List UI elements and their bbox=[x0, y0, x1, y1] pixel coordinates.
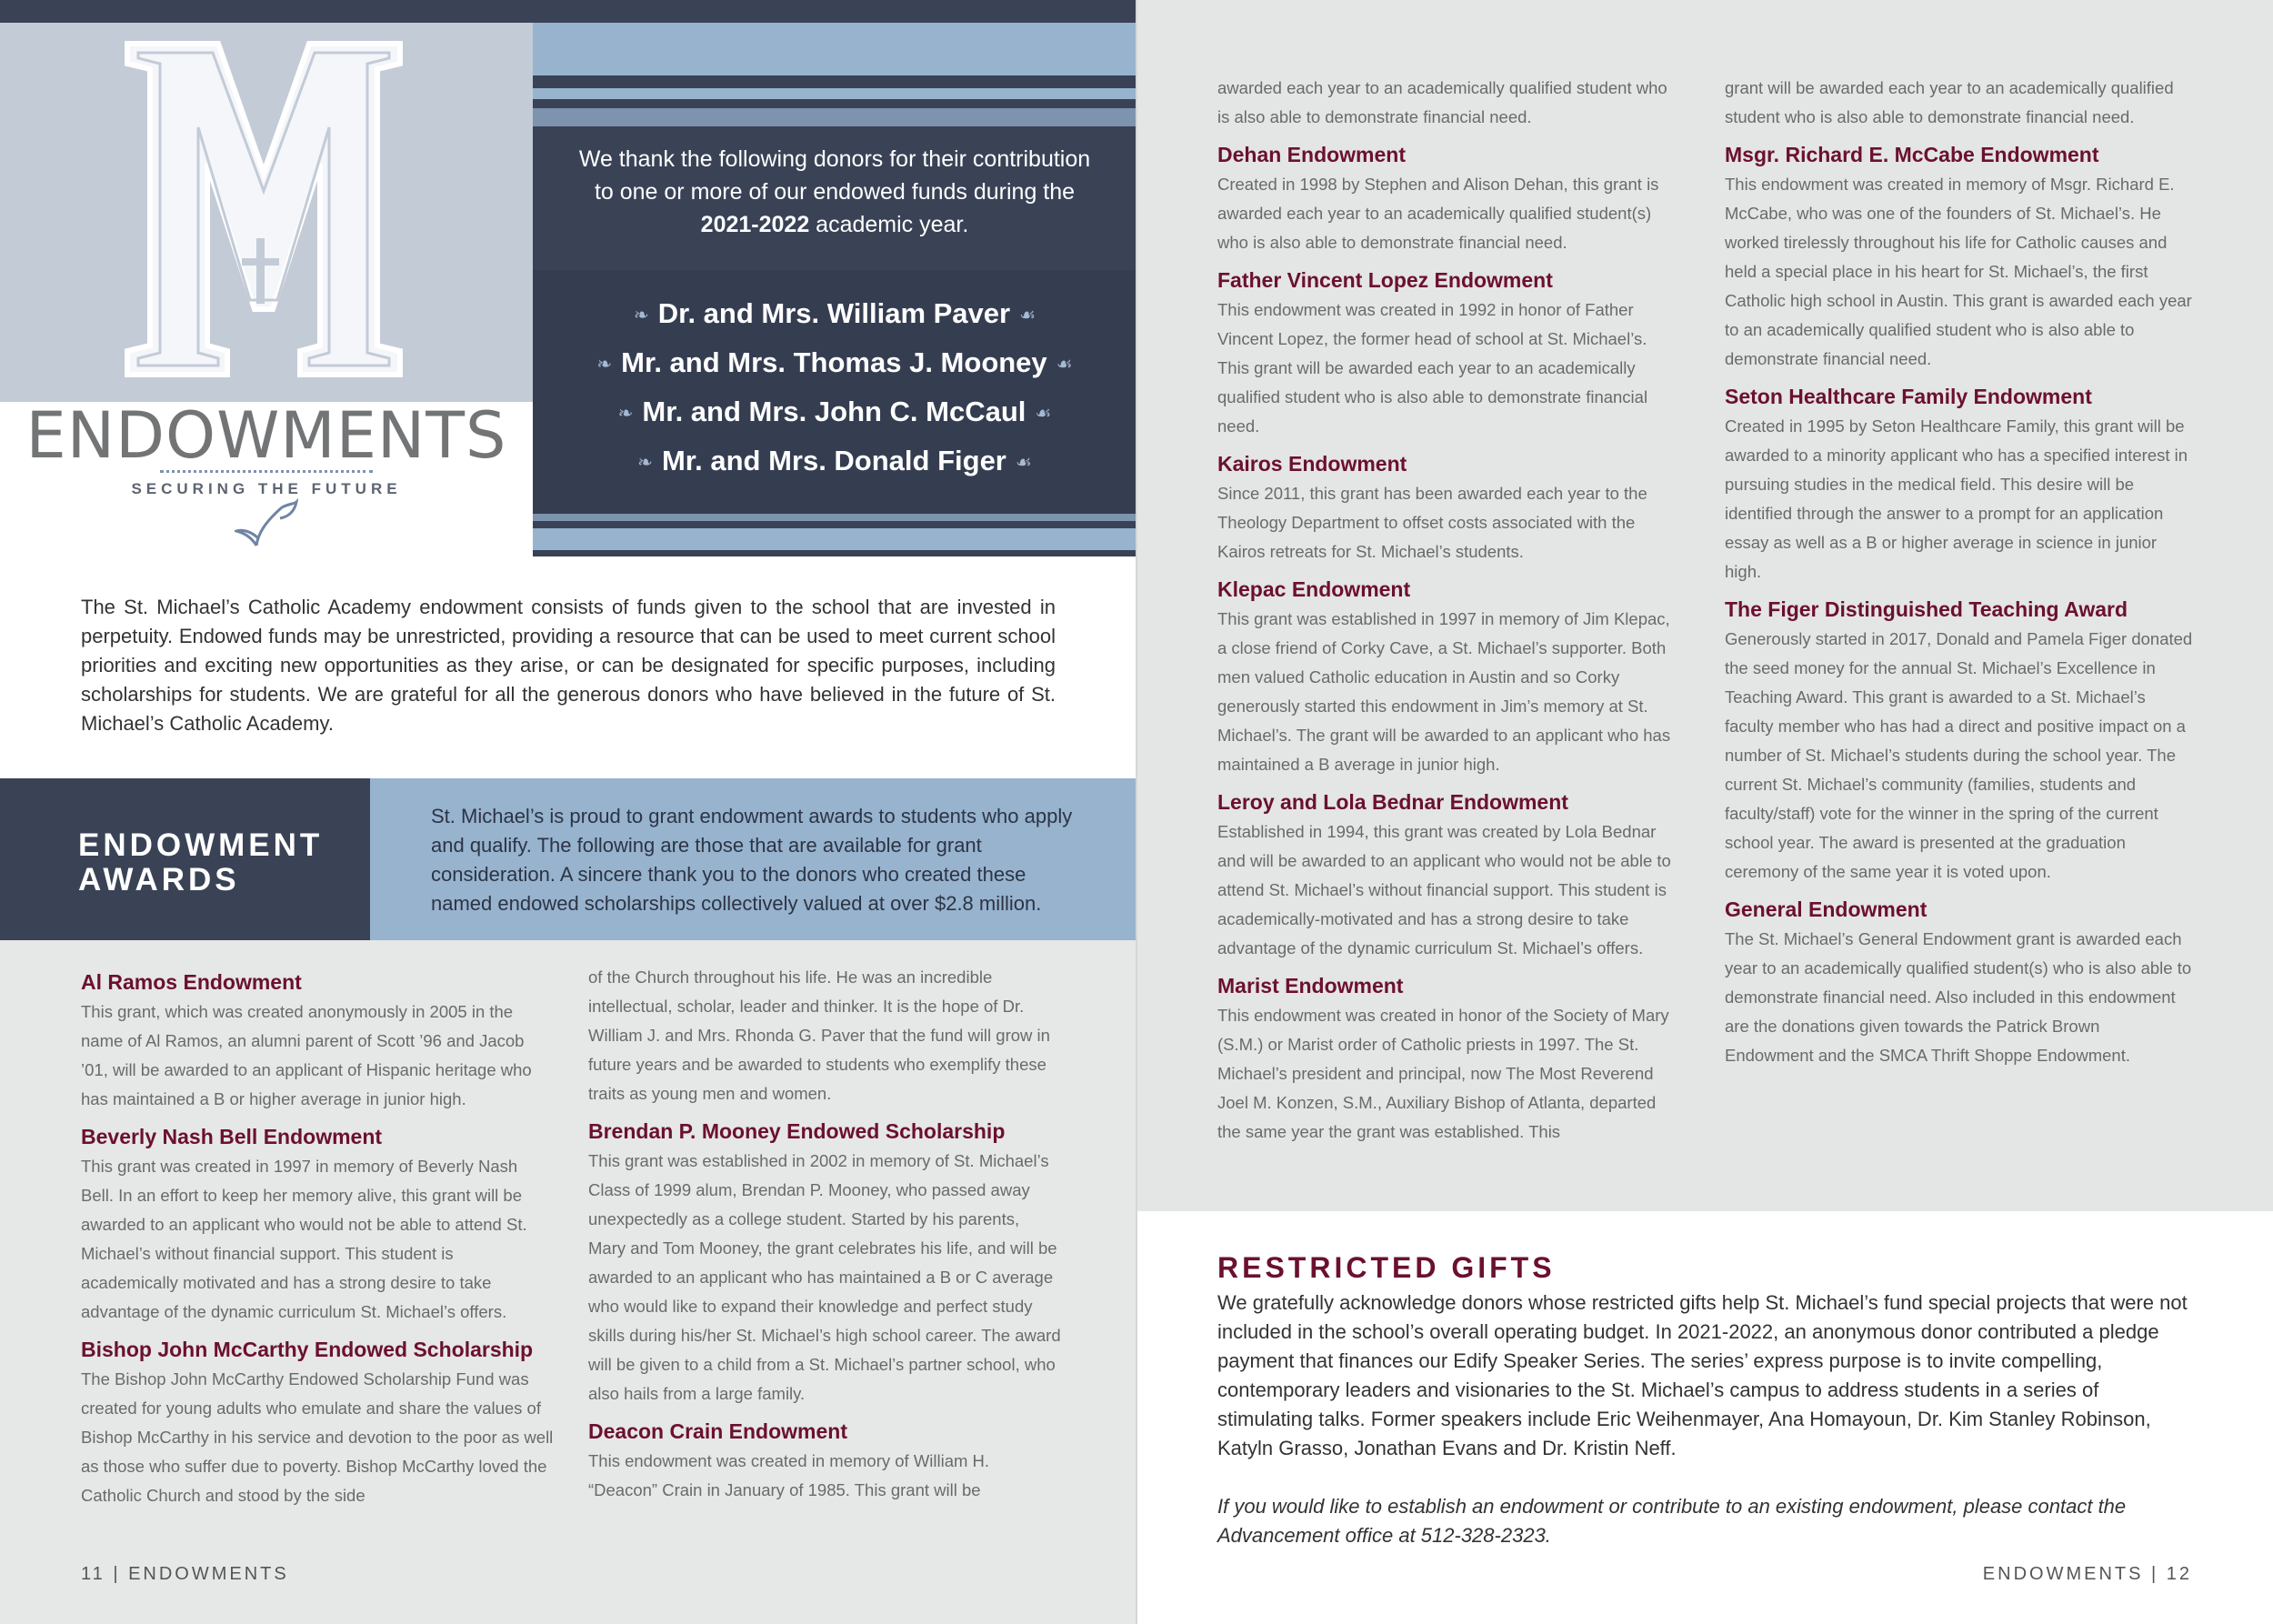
endowment-title: Al Ramos Endowment bbox=[81, 970, 302, 994]
endowment-title: Kairos Endowment bbox=[1217, 452, 1407, 476]
leaf-icon: ☙ bbox=[1019, 305, 1036, 326]
endowment-text: This endowment was created in memory of Msgr. Richard E. McCabe, who was one of the founders of St. Michael’s. He worked tirelessly throughout his life for Catholic causes and held a special place in his heart for St. Michael’s, the first Catholic high school in Austin. This grant is awarded each year to an academically qualified student who is also able to demonstrate financial need. bbox=[1725, 175, 2192, 368]
leaf-icon: ☙ bbox=[1035, 403, 1052, 424]
endowment-text: Since 2011, this grant has been awarded each year to the Theology Department to offset costs associated with the Kairos retreats for St. Michael’s students. bbox=[1217, 484, 1647, 561]
intro-paragraph: The St. Michael’s Catholic Academy endowment consists of funds given to the school that are invested in perpetuity. Endowed funds may be unrestricted, providing a resource that can be used to meet current school priorities and exciting new opportunities as they arise, or can be designated for specific purposes, including scholarships for students. We are grateful for all the generous donors who have believed in the future of St. Michael’s Catholic Academy. bbox=[81, 596, 1056, 735]
contact-note: If you would like to establish an endowment or contribute to an existing endowment, please contact the Advancement office at 512-328-2323. bbox=[1217, 1495, 2127, 1547]
endowment-column bbox=[81, 968, 554, 1510]
endowment-title: Brendan P. Mooney Endowed Scholarship bbox=[588, 1119, 1006, 1143]
leaf-icon: ☙ bbox=[1015, 452, 1032, 473]
donor-name: ❧ Mr. and Mrs. Donald Figer ☙ bbox=[533, 436, 1136, 486]
dotted-divider bbox=[160, 470, 373, 473]
top-strip bbox=[0, 0, 1136, 23]
leaf-icon: ☙ bbox=[1056, 354, 1073, 375]
endowment-text: This endowment was created in memory of William H. “Deacon” Crain in January of 1985. This grant will be bbox=[588, 1451, 990, 1499]
endowment-title: Msgr. Richard E. McCabe Endowment bbox=[1725, 143, 2099, 166]
endowment-text: of the Church throughout his life. He was an incredible intellectual, scholar, leader and thinker. It is the hope of Dr. William J. and Mrs. Rhonda G. Paver that the fund will grow in future years and be awarded to students who exemplify these traits as young men and women. bbox=[588, 967, 1050, 1103]
endowment-column bbox=[588, 963, 1061, 1505]
restricted-gifts-body: We gratefully acknowledge donors whose restricted gifts help St. Michael’s fund special projects that were not included in the school’s overall operating budget. In 2021-2022, an anonymous donor contributed a pledge payment that finances our Edify Speaker Series. The series’ express purpose is to invite compelling, contemporary leaders and visionaries to the St. Michael’s campus to address students in a series of stimulating talks. Former speakers include Eric Weihenmayer, Ana Homayoun, Dr. Kim Stanley Robinson, Katyln Grasso, Jonathan Evans and Dr. Kristin Neff. bbox=[1217, 1291, 2188, 1459]
donor-name: ❧ Mr. and Mrs. John C. McCaul ☙ bbox=[533, 387, 1136, 436]
endowment-text: Generously started in 2017, Donald and Pamela Figer donated the seed money for the annual St. Michael’s Excellence in Teaching Award. This grant is awarded to a St. Michael’s faculty member who has had a direct and positive impact on a number of St. Michael’s students during the school year. The current St. Michael’s community (families, students and faculty/staff) vote for the winner in the spring of the current school year. The award is presented at the graduation ceremony of the same year it is voted upon. bbox=[1725, 629, 2193, 881]
page-spine bbox=[1136, 0, 1137, 1624]
donor-panel bbox=[533, 23, 1136, 556]
endowment-text: This grant was established in 2002 in memory of St. Michael’s Class of 1999 alum, Brendan P. Mooney, who passed away unexpectedly as a college student. Started by his parents, Mary and Tom Mooney, the grant celebrates his life, and will be awarded to an applicant who has maintained a B or C average who would like to expand their knowledge and perfect study skills during his/her St. Michael’s high school career. The award will be given to a child from a St. Michael’s partner school, who also hails from a large family. bbox=[588, 1151, 1061, 1403]
endowment-title: Leroy and Lola Bednar Endowment bbox=[1217, 790, 1568, 814]
endowment-title: Father Vincent Lopez Endowment bbox=[1217, 268, 1553, 292]
leaf-icon: ❧ bbox=[596, 354, 613, 375]
page-footer-left: 11 | ENDOWMENTS bbox=[81, 1564, 289, 1584]
endowment-text: This endowment was created in honor of the Society of Mary (S.M.) or Marist order of Catholic priests in 1997. The St. Michael’s president and principal, now The Most Reverend Joel M. Konzen, S.M., Auxiliary Bishop of Atlanta, departed the same year the grant was established. This bbox=[1217, 1006, 1669, 1141]
awards-title: ENDOWMENT AWARDS bbox=[78, 827, 324, 897]
endowment-column bbox=[1725, 74, 2193, 1070]
awards-heading-block bbox=[0, 778, 370, 940]
page-footer-right: ENDOWMENTS | 12 bbox=[1982, 1564, 2192, 1584]
thanks-year: 2021-2022 bbox=[700, 212, 810, 237]
endowment-text: grant will be awarded each year to an academically qualified student who is also able to demonstrate financial need. bbox=[1725, 78, 2174, 126]
endowment-text: Created in 1998 by Stephen and Alison Dehan, this grant is awarded each year to an academically qualified student(s) who is also able to demonstrate financial need. bbox=[1217, 175, 1659, 252]
endowment-text: awarded each year to an academically qualified student who is also able to demonstrate financial need. bbox=[1217, 78, 1667, 126]
awards-blurb-block bbox=[370, 778, 1136, 940]
endowment-column bbox=[1217, 74, 1681, 1147]
endowment-text: The St. Michael’s General Endowment grant is awarded each year to an academically qualified student(s) who is also able to demonstrate financial need. Also included in this endowment are the donations given towards the Patrick Brown Endowment and the SMCA Thrift Shoppe Endowment. bbox=[1725, 929, 2192, 1065]
endowment-text: Established in 1994, this grant was created by Lola Bednar and will be awarded to an applicant who would not be able to attend St. Michael’s without financial support. This student is academically-motivated and has a strong desire to take advantage of the dynamic curriculum St. Michael’s offers. bbox=[1217, 822, 1671, 957]
endowment-title: Klepac Endowment bbox=[1217, 577, 1411, 601]
m-logo-icon bbox=[118, 36, 409, 382]
endowment-title: General Endowment bbox=[1725, 897, 1928, 921]
leaf-icon: ❧ bbox=[617, 403, 634, 424]
endowment-text: This endowment was created in 1992 in honor of Father Vincent Lopez, the former head of school at St. Michael’s. This grant will be awarded each year to an academically qualified student who is also able to demonstrate financial need. bbox=[1217, 300, 1648, 436]
donor-thanks: We thank the following donors for their contribution to one or more of our endowed funds during the 2021-2022 academic year. bbox=[578, 146, 1091, 237]
donor-name: ❧ Dr. and Mrs. William Paver ☙ bbox=[533, 289, 1136, 338]
endowment-text: Created in 1995 by Seton Healthcare Family, this grant will be awarded to a minority applicant who has a specified interest in pursuing studies in the medical field. This desire will be identified through the answer to a prompt for an application essay as well as a B or higher average in science in junior high. bbox=[1725, 416, 2188, 581]
leaf-icon: ❧ bbox=[633, 305, 649, 326]
endowment-title: Marist Endowment bbox=[1217, 974, 1404, 997]
endowment-text: This grant, which was created anonymously in 2005 in the name of Al Ramos, an alumni parent of Scott ’96 and Jacob ’01, will be awarded to an applicant of Hispanic heritage who has maintained a B or higher average in junior high. bbox=[81, 1002, 532, 1108]
leaf-icon: ❧ bbox=[637, 452, 653, 473]
endowment-title: Beverly Nash Bell Endowment bbox=[81, 1125, 383, 1148]
endowment-title: Bishop John McCarthy Endowed Scholarship bbox=[81, 1338, 534, 1361]
sprout-icon bbox=[235, 498, 298, 549]
donor-name: ❧ Mr. and Mrs. Thomas J. Mooney ☙ bbox=[533, 338, 1136, 387]
endowment-title: Dehan Endowment bbox=[1217, 143, 1407, 166]
endowment-title: Seton Healthcare Family Endowment bbox=[1725, 385, 2092, 408]
donor-list bbox=[533, 289, 1136, 486]
endowment-text: This grant was established in 1997 in memory of Jim Klepac, a close friend of Corky Cave, a St. Michael’s supporter. Both men valued Catholic education in Austin and so Corky generously started this endowment in Jim’s memory at St. Michael’s. The grant will be awarded to an applicant who has maintained a B average in junior high. bbox=[1217, 609, 1671, 774]
tagline: SECURING THE FUTURE bbox=[131, 480, 402, 497]
endowment-text: The Bishop John McCarthy Endowed Scholarship Fund was created for young adults who emulate and share the values of Bishop McCarthy in his service and devotion to the poor as well as those who suffer due to poverty. Bishop McCarthy loved the Catholic Church and stood by the side bbox=[81, 1369, 554, 1505]
restricted-gifts-title: RESTRICTED GIFTS bbox=[1217, 1251, 1556, 1284]
endowment-text: This grant was created in 1997 in memory of Beverly Nash Bell. In an effort to keep her memory alive, this grant will be awarded to an applicant who would not be able to attend St. Michael’s without financial support. This student is academically motivated and has a strong desire to take advantage of the dynamic curriculum St. Michael’s offers. bbox=[81, 1157, 527, 1321]
endowment-title: Deacon Crain Endowment bbox=[588, 1419, 847, 1443]
section-title: ENDOWMENTS bbox=[25, 398, 507, 473]
endowment-title: The Figer Distinguished Teaching Award bbox=[1725, 597, 2128, 621]
awards-blurb: St. Michael’s is proud to grant endowment awards to students who apply and qualify. The following are those that are available for grant consideration. A sincere thank you to the donors who created these named endowed scholarships collectively valued at over $2.8 million. bbox=[431, 805, 1073, 915]
left-page bbox=[0, 0, 1136, 1624]
